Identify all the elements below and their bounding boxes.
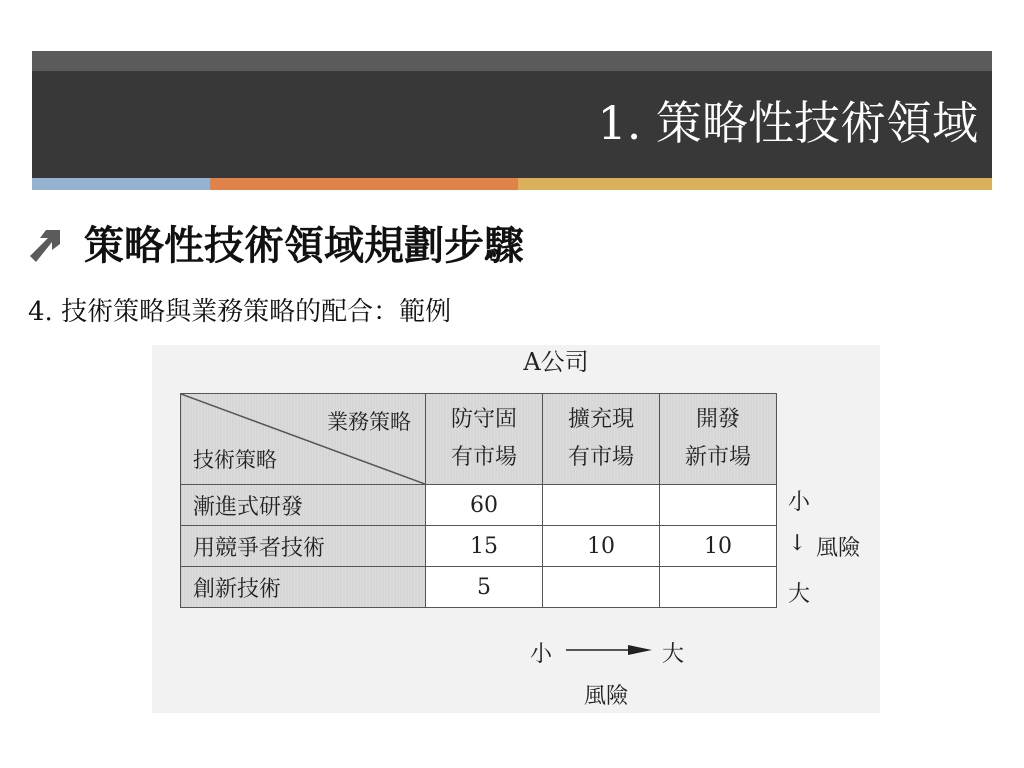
column-header: 擴充現 有市場: [543, 394, 660, 485]
table-cell: 5: [426, 567, 543, 608]
table-cell: [543, 567, 660, 608]
risk-horizontal-small: 小: [530, 642, 553, 667]
bullet-heading: 策略性技術領域規劃步驟: [84, 222, 524, 269]
column-header: 開發 新市場: [660, 394, 777, 485]
company-name: A公司: [523, 348, 589, 376]
table-cell: 60: [426, 485, 543, 526]
header-top-strip: [32, 51, 992, 71]
corner-cell: [181, 394, 426, 485]
strategy-matrix-table: [180, 393, 777, 608]
strategy-matrix-figure: [152, 345, 880, 713]
risk-vertical-large: 大: [788, 582, 811, 607]
arrow-up-right-icon: [30, 226, 64, 266]
title-banner: [32, 71, 992, 178]
row-header: 漸進式研發: [181, 485, 426, 526]
risk-vertical-label: 風險: [816, 536, 861, 561]
tech-strategy-label: 技術策略: [193, 448, 277, 472]
arrow-down-icon: ↓: [788, 531, 807, 556]
row-header: 用競爭者技術: [181, 526, 426, 567]
table-cell: [660, 567, 777, 608]
table-row: [181, 567, 777, 608]
row-header: 創新技術: [181, 567, 426, 608]
column-header: 防守固 有市場: [426, 394, 543, 485]
risk-horizontal-large: 大: [662, 642, 685, 667]
table-cell: 10: [543, 526, 660, 567]
slide-title: 1. 策略性技術領域: [597, 96, 978, 150]
header-row: [181, 394, 777, 485]
accent-bar-gold: [518, 178, 992, 190]
table-cell: [660, 485, 777, 526]
table-row: [181, 485, 777, 526]
table-row: [181, 526, 777, 567]
table-cell: 15: [426, 526, 543, 567]
business-strategy-label: 業務策略: [327, 410, 411, 434]
accent-bar-orange: [210, 178, 518, 190]
accent-bar-blue: [32, 178, 210, 190]
subheading: 4. 技術策略與業務策略的配合：範例: [28, 297, 452, 327]
arrow-right-icon: [564, 643, 654, 657]
table-cell: 10: [660, 526, 777, 567]
risk-horizontal-label: 風險: [584, 684, 629, 709]
table-cell: [543, 485, 660, 526]
risk-vertical-small: 小: [788, 490, 811, 515]
